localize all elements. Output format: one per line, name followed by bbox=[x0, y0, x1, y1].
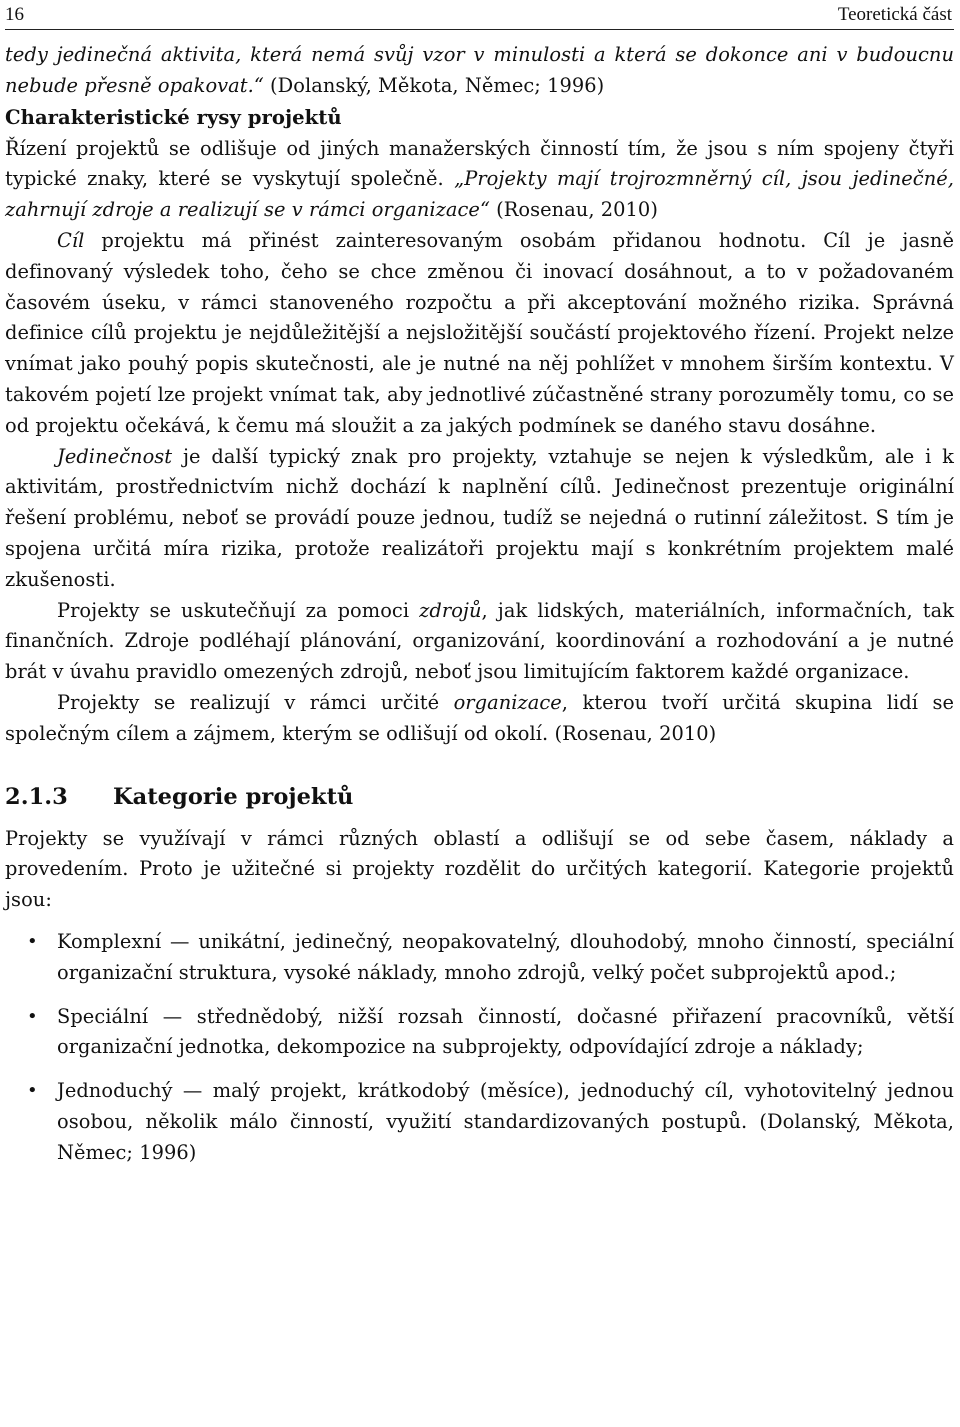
list-item bbox=[5, 1002, 954, 1064]
section-number: 2.1.3 bbox=[5, 783, 68, 810]
intro-quote: tedy jedinečná aktivita, která nemá svůj vzor v minulosti a která se dokonce ani v budoucnu nebude přesně opakovat.“ bbox=[5, 43, 954, 97]
term-resources: zdrojů bbox=[419, 598, 482, 622]
paragraph-text: projektu má přinést zainteresovaným osobám přidanou hodnotu. Cíl je jasně definovaný výsledek toho, čeho se chce změnou či inovací dosáhnout, a to v požadovaném časovém úseku, v rámci stanoveného rozpočtu a při akceptování možného rizika. Správná definice cílů projektu je nejdůležitější a nejsložitější součástí projektového řízení. Projekt nelze vnímat jako pouhý popis skutečnosti, ale je nutné na něj pohlížet v mnohem širším kontextu. V takovém pojetí lze projekt vnímat tak, aby jednotlivé zúčastněné strany porozuměly tomu, co se od projektu očekává, k čemu má sloužit a za jakých podmínek se daného stavu dosáhne. bbox=[5, 228, 954, 437]
category-list bbox=[5, 927, 954, 1169]
section-title-text: Kategorie projektů bbox=[113, 783, 354, 810]
paragraph-text: je další typický znak pro projekty, vztahuje se nejen k výsledkům, ale i k aktivitám, prostřednictvím nichž dochází k naplnění cílů. Jedinečnost prezentuje originální řešení problému, neboť se provádí pouze jednou, tudíž se nejedná o rutinní záležitost. S tím je spojena určitá míra rizika, protože realizátoři projektu mají s konkrétním projektem malé zkušenosti. bbox=[5, 444, 954, 591]
rosenau-quote: „Projekty mají trojrozmněrný cíl, jsou jedinečné, zahrnují zdroje a realizují se v rámci organizace“ bbox=[5, 167, 954, 222]
body-text bbox=[5, 40, 954, 1169]
bullet-icon: • bbox=[27, 930, 38, 952]
section-heading bbox=[5, 782, 954, 812]
list-item-text: Jednoduchý — malý projekt, krátkodobý (měsíce), jednoduchý cíl, vyhotovitelný jednou osobou, několik málo činností, využití standardizovaných postupů. (Dolanský, Měkota, Němec; 1996) bbox=[57, 1079, 954, 1164]
paragraph-text: Projekty se uskutečňují za pomoci bbox=[57, 598, 420, 622]
list-item-text: Komplexní — unikátní, jedinečný, neopakovatelný, dlouhodobý, mnoho činností, speciální organizační struktura, vysoké náklady, mnoho zdrojů, velký počet subprojektů apod.; bbox=[57, 929, 954, 984]
bullet-icon: • bbox=[27, 1080, 38, 1102]
term-goal: Cíl bbox=[57, 228, 85, 252]
paragraph-uniqueness bbox=[5, 442, 954, 596]
paragraph-categories-intro: Projekty se využívají v rámci různých oblastí a odlišují se od sebe časem, náklady a provedením. Proto je užitečné si projekty rozdělit do určitých kategorií. Kategorie projektů jsou: bbox=[5, 826, 954, 912]
term-uniqueness: Jedinečnost bbox=[57, 444, 173, 468]
paragraph-resources bbox=[5, 596, 954, 688]
paragraph-text: Řízení projektů se odlišuje od jiných manažerských činností tím, že jsou s ním spojeny čtyři typické znaky, které se vyskytují společně. bbox=[5, 136, 954, 191]
intro-citation: (Dolanský, Měkota, Němec; 1996) bbox=[263, 73, 605, 97]
section-title: Teoretická část bbox=[837, 4, 952, 25]
paragraph-text: , kterou tvoří určitá skupina lidí se společným cílem a zájmem, kterým se odlišují od okolí. (Rosenau, 2010) bbox=[5, 690, 954, 745]
list-item bbox=[5, 927, 954, 989]
intro-paragraph bbox=[5, 40, 954, 102]
running-header bbox=[5, 0, 954, 30]
paragraph-text: , jak lidských, materiálních, informačních, tak finančních. Zdroje podléhají plánování, organizování, koordinování a rozhodování a je nutné brát v úvahu pravidlo omezených zdrojů, neboť jsou limitujícím faktorem každé organizace. bbox=[5, 598, 954, 684]
bullet-icon: • bbox=[27, 1005, 38, 1027]
paragraph-goal bbox=[5, 226, 954, 442]
subheading-characteristics: Charakteristické rysy projektů bbox=[5, 105, 342, 129]
paragraph-characteristics bbox=[5, 134, 954, 226]
paragraph-text: Projekty se realizují v rámci určité bbox=[57, 690, 454, 714]
paragraph-citation: (Rosenau, 2010) bbox=[489, 198, 658, 222]
term-organization: organizace bbox=[453, 690, 562, 714]
page-number: 16 bbox=[5, 4, 24, 25]
list-item-text: Speciální — střednědobý, nižší rozsah činností, dočasné přiřazení pracovníků, větší organizační jednotka, dekompozice na subprojekty, odpovídající zdroje a náklady; bbox=[57, 1004, 954, 1059]
list-item bbox=[5, 1076, 954, 1168]
paragraph-organization bbox=[5, 688, 954, 750]
